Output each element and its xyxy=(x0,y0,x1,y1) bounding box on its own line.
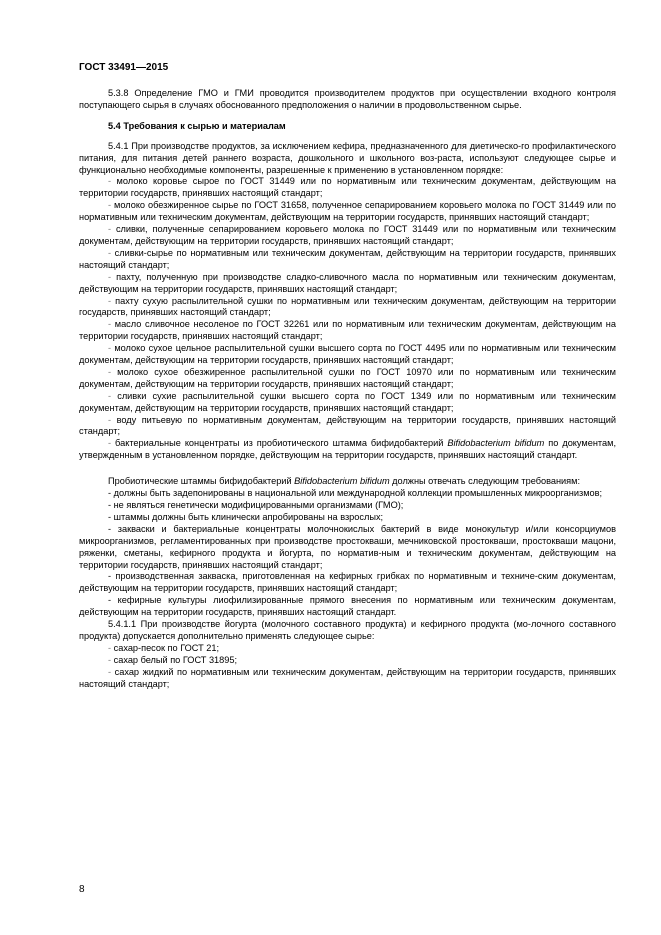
extra-raw-item: - сахар жидкий по нормативным или техническим документам, действующим на территории государств, принявших настоящий стандарт; xyxy=(79,666,616,689)
raw-material-item: - сливки, полученные сепарированием коровьего молока по ГОСТ 31449 или по нормативным или техническим документам, действующим на территории государств, принявших настоящий стандарт; xyxy=(79,224,616,246)
raw-material-item: - масло сливочное несоленое по ГОСТ 32261 или по нормативным или техническим документам, действующим на территории государств, принявших настоящий стандарт; xyxy=(79,319,616,342)
raw-material-item: - сливки-сырье по нормативным или техническим документам, действующим на территории государств, принявших настоящий стандарт; xyxy=(79,247,616,270)
requirement-item: - кефирные культуры лиофилизированные прямого внесения по нормативным или техническим документам, действующим на территории государств, принявших настоящий стандарт. xyxy=(79,595,616,618)
raw-material-item: - сливки сухие распылительной сушки высшего сорта по ГОСТ 1349 или по нормативным или техническим документам, действующим на территории государств, принявших настоящий стандарт; xyxy=(79,390,616,413)
paragraph-5-3-8: 5.3.8 Определение ГМО и ГМИ проводится производителем продуктов при осуществлении входного контроля поступающего сырья в случаях обоснованного предположения о наличии в продовольственном сырье. xyxy=(79,88,616,110)
raw-material-item: - пахту, полученную при производстве сладко-сливочного масла по нормативным или техническим документам, действующим на территории государств, принявших настоящий стандарт; xyxy=(79,271,616,294)
raw-material-item: - молоко обезжиренное сырье по ГОСТ 31658, полученное сепарированием коровьего молока по ГОСТ 31449 или по нормативным или техническим документам, действующим на территории государств, принявших настоящий стандарт; xyxy=(79,200,616,223)
paragraph-5-4-1-1: 5.4.1.1 При производстве йогурта (молочного составного продукта) и кефирного продукта (мо-лочного составного продукта) допускается дополнительно применять следующее сырье: xyxy=(79,619,616,641)
page-content xyxy=(79,88,616,691)
section-title: 5.4 Требования к сырью и материалам xyxy=(108,120,286,131)
requirement-item: - производственная закваска, приготовленная на кефирных грибках по нормативным и техниче-ским документам, действующим на территории государств, принявших настоящий стандарт; xyxy=(79,571,616,594)
raw-material-item: - молоко сухое обезжиренное распылительной сушки по ГОСТ 10970 или по нормативным или техническим документам, действующим на территории государств, принявших настоящий стандарт; xyxy=(79,366,616,389)
page-number: 8 xyxy=(79,884,85,895)
raw-material-item-bifido: - бактериальные концентраты из пробиотического штамма бифидобактерий Bifidobacterium bifidum по документам, утвержденным в установленном порядке, действующим на территории государств, принявших настоящий стандарт. xyxy=(79,438,617,461)
extra-raw-item: - сахар-песок по ГОСТ 21; xyxy=(108,642,220,653)
raw-material-item: - молоко коровье сырое по ГОСТ 31449 или по нормативным или техническим документам, действующим на территории государств, принявших настоящий стандарт; xyxy=(79,176,616,199)
raw-material-item: - воду питьевую по нормативным документам, действующим на территории государств, принявших настоящий стандарт; xyxy=(79,414,616,437)
paragraph-probiotic-strains: Пробиотические штаммы бифидобактерий Bifidobacterium bifidum должны отвечать следующим требованиям: xyxy=(108,476,581,487)
raw-material-item: - пахту сухую распылительной сушки по нормативным или техническим документам, действующим на территории государств, принявших настоящий стандарт; xyxy=(79,295,616,318)
paragraph-5-4-1: 5.4.1 При производстве продуктов, за исключением кефира, предназначенного для диетическо-го профилактического питания, для питания детей раннего возраста, дошкольного и школьного воз-раста, используют следующее сырье и функционально необходимые компоненты, разрешенные к применению в установленном порядке: xyxy=(79,140,616,175)
requirement-item: - должны быть задепонированы в национальной или международной коллекции промышленных микроорганизмов; xyxy=(108,488,603,499)
extra-raw-item: - сахар белый по ГОСТ 31895; xyxy=(108,654,238,665)
requirement-item: - не являться генетически модифицированными организмами (ГМО); xyxy=(108,500,404,510)
raw-material-item: - молоко сухое цельное распылительной сушки высшего сорта по ГОСТ 4495 или по нормативным или техническим документам, действующим на территории государств, принявших настоящий стандарт; xyxy=(79,343,616,366)
requirement-item: - закваски и бактериальные концентраты молочнокислых бактерий в виде монокультур и/или консорциумов микроорганизмов, регламентированных при производстве простокваши, мечниковской простокваши, простокваши мацони, ряженки, сметаны, кефирного продукта и йогурта, по норматив-ным и техническим документам, действующим на территории государств, принявших настоящий стандарт; xyxy=(79,523,616,570)
requirement-item: - штаммы должны быть клинически апробированы на взрослых; xyxy=(108,511,384,522)
document-header: ГОСТ 33491—2015 xyxy=(79,62,169,73)
